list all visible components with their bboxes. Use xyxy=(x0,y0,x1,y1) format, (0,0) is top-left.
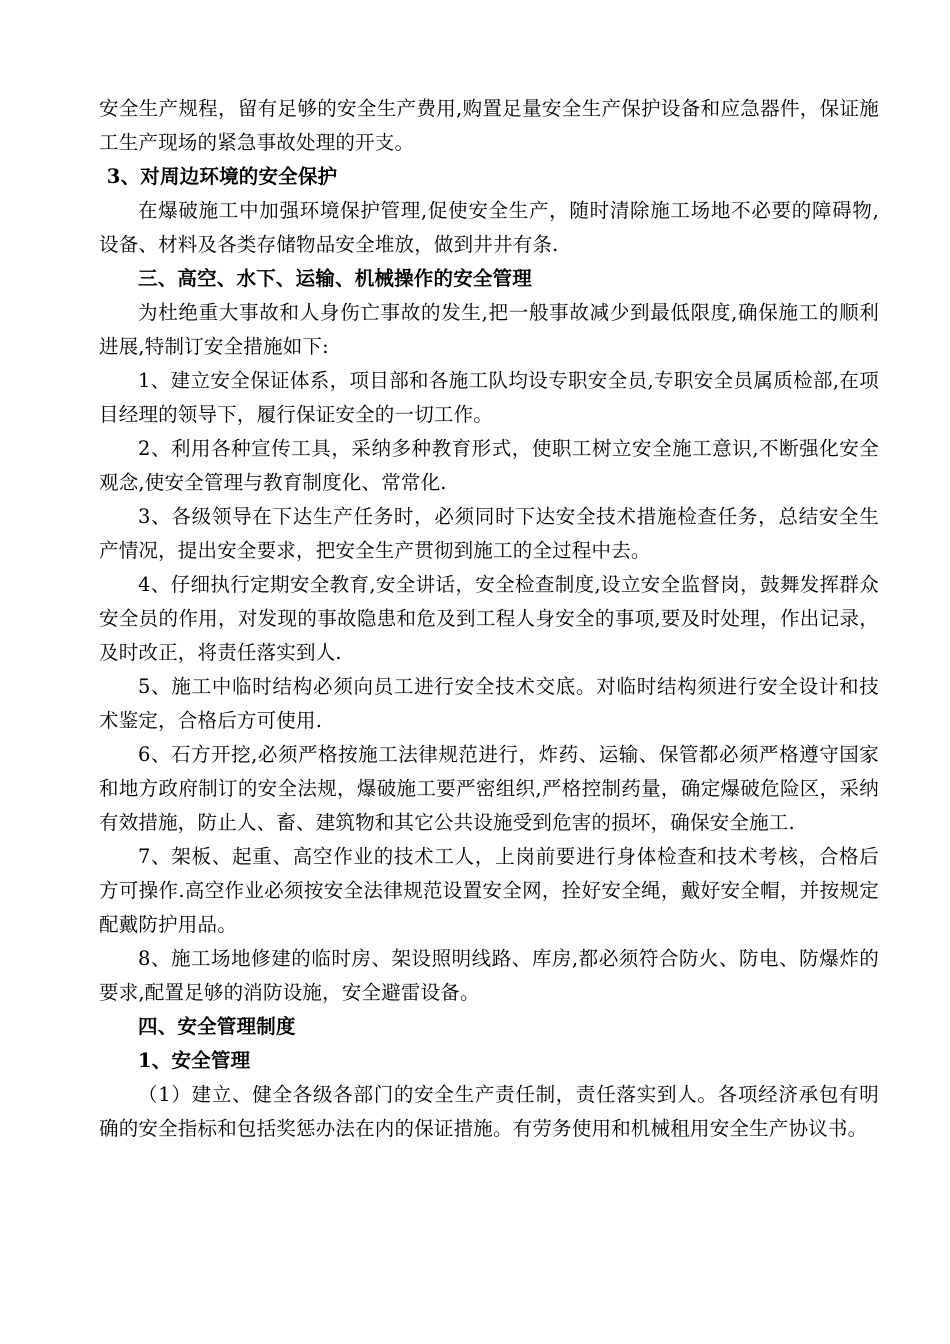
paragraph: 2、利用各种宣传工具，采纳多种教育形式，使职工树立安全施工意识,不断强化安全观念,使安全管理与教育制度化、常常化. xyxy=(99,437,879,494)
paragraph: 在爆破施工中加强环境保护管理,促使安全生产，随时清除施工场地不必要的障碍物,设备、材料及各类存储物品安全堆放，做到井井有条. xyxy=(99,199,879,256)
document-body xyxy=(99,92,879,1146)
paragraph: 4、仔细执行定期安全教育,安全讲话，安全检查制度,设立安全监督岗，鼓舞发挥群众安全员的作用，对发现的事故隐患和危及到工程人身安全的事项,要及时处理，作出记录，及时改正，将责任落实到人. xyxy=(99,573,879,664)
paragraph: （1）建立、健全各级各部门的安全生产责任制，责任落实到人。各项经济承包有明确的安全指标和包括奖惩办法在内的保证措施。有劳务使用和机械租用安全生产协议书。 xyxy=(99,1083,879,1140)
paragraph: 3、各级领导在下达生产任务时，必须同时下达安全技术措施检查任务，总结安全生产情况，提出安全要求，把安全生产贯彻到施工的全过程中去。 xyxy=(99,505,879,562)
paragraph: 5、施工中临时结构必须向员工进行安全技术交底。对临时结构须进行安全设计和技术鉴定，合格后方可使用. xyxy=(99,675,879,732)
section-heading: 四、安全管理制度 xyxy=(138,1015,296,1038)
section-heading: 1、安全管理 xyxy=(138,1049,251,1072)
paragraph: 安全生产规程，留有足够的安全生产费用,购置足量安全生产保护设备和应急器件，保证施工生产现场的紧急事故处理的开支。 xyxy=(99,97,879,154)
section-heading: 3、对周边环境的安全保护 xyxy=(106,165,338,188)
paragraph: 1、建立安全保证体系，项目部和各施工队均设专职安全员,专职安全员属质检部,在项目经理的领导下，履行保证安全的一切工作。 xyxy=(99,369,879,426)
paragraph: 7、架板、起重、高空作业的技术工人，上岗前要进行身体检查和技术考核，合格后方可操作.高空作业必须按安全法律规范设置安全网，拴好安全绳，戴好安全帽，并按规定配戴防护用品。 xyxy=(99,845,879,936)
paragraph: 6、石方开挖,必须严格按施工法律规范进行，炸药、运输、保管都必须严格遵守国家和地方政府制订的安全法规，爆破施工要严密组织,严格控制药量，确定爆破危险区，采纳有效措施，防止人、畜、建筑物和其它公共设施受到危害的损坏，确保安全施工. xyxy=(99,743,879,834)
paragraph: 8、施工场地修建的临时房、架设照明线路、库房,都必须符合防火、防电、防爆炸的要求,配置足够的消防设施，安全避雷设备。 xyxy=(99,947,879,1004)
section-heading: 三、高空、水下、运输、机械操作的安全管理 xyxy=(138,267,533,290)
paragraph: 为杜绝重大事故和人身伤亡事故的发生,把一般事故减少到最低限度,确保施工的顺利进展,特制订安全措施如下: xyxy=(99,301,879,358)
